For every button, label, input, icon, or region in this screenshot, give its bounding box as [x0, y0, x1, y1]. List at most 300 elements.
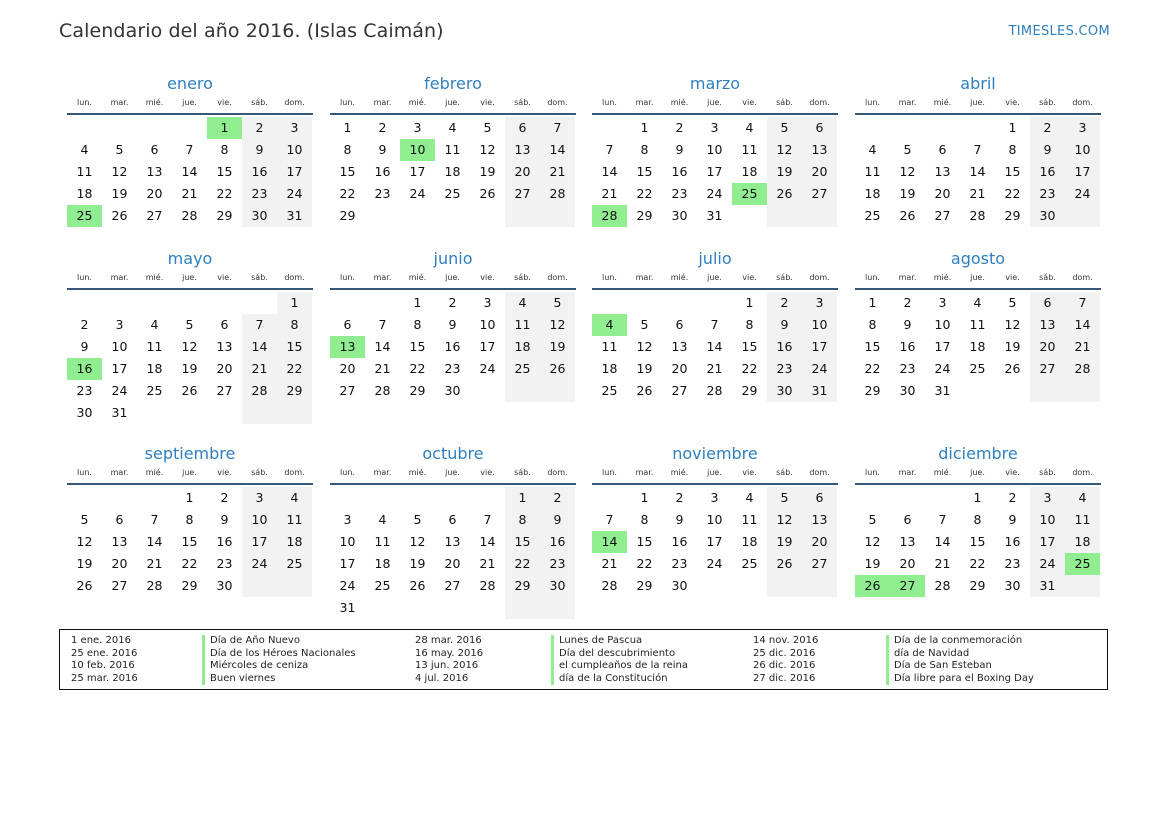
day-cell: 11 [374, 534, 391, 549]
week-row [330, 380, 576, 402]
holiday-day-cell: 25 [732, 183, 767, 205]
week-row [592, 183, 838, 205]
weekday-label: jue. [970, 98, 985, 107]
week-row [67, 402, 313, 424]
day-cell: 9 [378, 142, 387, 157]
day-cell: 10 [111, 339, 128, 354]
week-row [67, 380, 313, 402]
empty-cell [365, 205, 400, 227]
empty-cell [662, 292, 697, 314]
weekday-label: jue. [445, 273, 460, 282]
day-cell: 7 [973, 142, 982, 157]
weekday-label: mar. [898, 468, 917, 477]
day-cell: 18 [1065, 531, 1100, 553]
day-cell: 13 [444, 534, 461, 549]
week-row [855, 487, 1101, 509]
day-cell: 22 [1004, 186, 1021, 201]
week-row [67, 292, 313, 314]
weekday-label: dom. [1072, 273, 1093, 282]
day-cell: 17 [409, 164, 426, 179]
day-cell: 21 [969, 186, 986, 201]
day-cell: 26 [540, 358, 575, 380]
weekday-header [67, 96, 313, 110]
day-cell: 22 [969, 556, 986, 571]
day-cell: 31 [1030, 575, 1065, 597]
header-rule [855, 483, 1101, 485]
weekday-label: dom. [809, 273, 830, 282]
day-cell: 12 [864, 534, 881, 549]
day-cell: 31 [934, 383, 951, 398]
day-cell: 5 [1008, 295, 1017, 310]
day-cell: 30 [242, 205, 277, 227]
empty-cell [767, 205, 802, 227]
weekday-label: vie. [480, 98, 495, 107]
day-cell: 27 [1030, 358, 1065, 380]
day-cell: 26 [181, 383, 198, 398]
day-cell: 3 [1030, 487, 1065, 509]
empty-cell [242, 292, 277, 314]
week-row [67, 117, 313, 139]
day-cell: 9 [220, 512, 229, 527]
weekday-label: mié. [408, 98, 427, 107]
day-cell: 5 [115, 142, 124, 157]
empty-cell [470, 380, 505, 402]
day-cell: 16 [540, 531, 575, 553]
day-cell: 23 [767, 358, 802, 380]
day-cell: 11 [76, 164, 93, 179]
week-row [67, 314, 313, 336]
weekday-label: sáb. [514, 468, 531, 477]
day-cell: 16 [216, 534, 233, 549]
day-cell: 31 [706, 208, 723, 223]
holiday-day-cell: 1 [207, 117, 242, 139]
day-cell: 7 [185, 142, 194, 157]
day-cell: 18 [601, 361, 618, 376]
holiday-date: 25 dic. 2016 [753, 647, 816, 659]
week-row [67, 139, 313, 161]
day-cell: 12 [767, 139, 802, 161]
week-row [330, 575, 576, 597]
day-cell: 6 [903, 512, 912, 527]
day-cell: 18 [374, 556, 391, 571]
day-cell: 10 [934, 317, 951, 332]
day-cell: 16 [671, 534, 688, 549]
day-cell: 29 [864, 383, 881, 398]
day-cell: 13 [1030, 314, 1065, 336]
weekday-label: mié. [145, 98, 164, 107]
empty-cell [242, 402, 277, 424]
day-cell: 20 [1030, 336, 1065, 358]
day-cell: 22 [741, 361, 758, 376]
weekday-header [592, 96, 838, 110]
day-cell: 2 [540, 487, 575, 509]
day-cell: 17 [934, 339, 951, 354]
empty-cell [365, 292, 400, 314]
empty-cell [435, 487, 470, 509]
day-cell: 2 [675, 120, 684, 135]
weekday-label: jue. [707, 273, 722, 282]
empty-cell [67, 487, 102, 509]
weekday-label: dom. [1072, 468, 1093, 477]
holiday-name: Miércoles de ceniza [202, 660, 308, 673]
day-cell: 24 [706, 556, 723, 571]
week-row [67, 509, 313, 531]
empty-cell [697, 292, 732, 314]
weekday-label: mar. [373, 468, 392, 477]
holiday-day-cell: 10 [400, 139, 435, 161]
day-cell: 25 [741, 556, 758, 571]
day-cell: 27 [146, 208, 163, 223]
day-cell: 13 [216, 339, 233, 354]
day-cell: 20 [802, 161, 837, 183]
day-cell: 9 [448, 317, 457, 332]
weekday-label: dom. [284, 468, 305, 477]
weekday-label: mié. [933, 98, 952, 107]
day-cell: 16 [1030, 161, 1065, 183]
day-cell: 12 [479, 142, 496, 157]
week-row [855, 183, 1101, 205]
day-cell: 20 [444, 556, 461, 571]
weekday-label: vie. [742, 273, 757, 282]
weekday-label: mar. [110, 468, 129, 477]
weekday-label: jue. [707, 468, 722, 477]
day-cell: 15 [636, 164, 653, 179]
day-cell: 28 [1065, 358, 1100, 380]
day-cell: 10 [1030, 509, 1065, 531]
day-cell: 4 [448, 120, 457, 135]
weekday-label: mié. [670, 468, 689, 477]
day-cell: 15 [1004, 164, 1021, 179]
day-cell: 11 [741, 512, 758, 527]
day-cell: 26 [409, 578, 426, 593]
empty-cell [67, 117, 102, 139]
day-cell: 28 [242, 380, 277, 402]
day-cell: 6 [1030, 292, 1065, 314]
month-julio [592, 249, 838, 402]
day-cell: 9 [675, 512, 684, 527]
day-cell: 4 [745, 490, 754, 505]
day-cell: 17 [277, 161, 312, 183]
empty-cell [627, 292, 662, 314]
day-cell: 27 [802, 553, 837, 575]
weekday-label: mar. [898, 98, 917, 107]
day-cell: 29 [339, 208, 356, 223]
month-name: julio [698, 249, 732, 268]
weekday-label: jue. [970, 273, 985, 282]
day-cell: 10 [479, 317, 496, 332]
empty-cell [1030, 380, 1065, 402]
day-cell: 7 [242, 314, 277, 336]
month-abril [855, 74, 1101, 227]
day-cell: 17 [706, 164, 723, 179]
weekday-label: lun. [865, 273, 880, 282]
day-cell: 18 [444, 164, 461, 179]
weekday-label: dom. [1072, 98, 1093, 107]
day-cell: 1 [640, 490, 649, 505]
week-row [592, 380, 838, 402]
day-cell: 9 [1008, 512, 1017, 527]
weekday-label: vie. [1005, 98, 1020, 107]
empty-cell [925, 487, 960, 509]
weekday-label: jue. [182, 98, 197, 107]
day-cell: 30 [76, 405, 93, 420]
day-cell: 22 [864, 361, 881, 376]
day-cell: 17 [339, 556, 356, 571]
day-cell: 2 [903, 295, 912, 310]
weekday-label: dom. [284, 273, 305, 282]
empty-cell [592, 117, 627, 139]
weekday-label: sáb. [776, 273, 793, 282]
day-cell: 16 [899, 339, 916, 354]
empty-cell [995, 380, 1030, 402]
empty-cell [732, 205, 767, 227]
empty-cell [137, 117, 172, 139]
week-row [67, 575, 313, 597]
month-octubre [330, 444, 576, 619]
day-cell: 31 [339, 600, 356, 615]
empty-cell [767, 575, 802, 597]
day-cell: 23 [1004, 556, 1021, 571]
weekday-label: mar. [635, 98, 654, 107]
month-junio [330, 249, 576, 402]
day-cell: 19 [899, 186, 916, 201]
day-cell: 24 [277, 183, 312, 205]
empty-cell [172, 292, 207, 314]
day-cell: 20 [216, 361, 233, 376]
day-cell: 3 [802, 292, 837, 314]
month-noviembre [592, 444, 838, 597]
day-cell: 26 [636, 383, 653, 398]
empty-cell [400, 487, 435, 509]
weekday-label: lun. [602, 468, 617, 477]
day-cell: 9 [767, 314, 802, 336]
day-cell: 15 [409, 339, 426, 354]
day-cell: 5 [640, 317, 649, 332]
day-cell: 19 [636, 361, 653, 376]
day-cell: 11 [146, 339, 163, 354]
day-cell: 11 [505, 314, 540, 336]
weekday-label: vie. [1005, 468, 1020, 477]
empty-cell [400, 597, 435, 619]
day-cell: 22 [277, 358, 312, 380]
weekday-label: dom. [547, 468, 568, 477]
day-cell: 21 [1065, 336, 1100, 358]
empty-cell [505, 380, 540, 402]
day-cell: 18 [146, 361, 163, 376]
day-cell: 11 [864, 164, 881, 179]
day-cell: 4 [277, 487, 312, 509]
day-cell: 29 [636, 578, 653, 593]
day-cell: 23 [242, 183, 277, 205]
day-cell: 23 [671, 186, 688, 201]
day-cell: 26 [767, 183, 802, 205]
day-cell: 25 [374, 578, 391, 593]
empty-cell [540, 205, 575, 227]
header-rule [330, 288, 576, 290]
weekday-label: dom. [284, 98, 305, 107]
day-cell: 8 [505, 509, 540, 531]
day-cell: 7 [540, 117, 575, 139]
day-cell: 10 [339, 534, 356, 549]
day-cell: 1 [1008, 120, 1017, 135]
week-row [592, 553, 838, 575]
weekday-label: sáb. [514, 273, 531, 282]
day-cell: 4 [1065, 487, 1100, 509]
holiday-day-cell: 14 [592, 531, 627, 553]
holiday-name: Día de los Héroes Nacionales [202, 648, 356, 661]
weekday-label: sáb. [514, 98, 531, 107]
day-cell: 29 [1004, 208, 1021, 223]
day-cell: 12 [409, 534, 426, 549]
day-cell: 3 [710, 490, 719, 505]
day-cell: 25 [146, 383, 163, 398]
day-cell: 8 [343, 142, 352, 157]
weekday-label: lun. [77, 98, 92, 107]
weekday-label: lun. [340, 468, 355, 477]
empty-cell [365, 487, 400, 509]
day-cell: 17 [1065, 161, 1100, 183]
empty-cell [102, 117, 137, 139]
day-cell: 2 [378, 120, 387, 135]
day-cell: 15 [864, 339, 881, 354]
holiday-day-cell: 28 [592, 205, 627, 227]
weekday-label: jue. [182, 468, 197, 477]
header-rule [855, 288, 1101, 290]
day-cell: 19 [540, 336, 575, 358]
day-cell: 13 [934, 164, 951, 179]
day-cell: 17 [111, 361, 128, 376]
week-row [592, 358, 838, 380]
day-cell: 15 [277, 336, 312, 358]
header-rule [67, 113, 313, 115]
weekday-label: mié. [670, 98, 689, 107]
day-cell: 6 [220, 317, 229, 332]
day-cell: 31 [802, 380, 837, 402]
day-cell: 30 [444, 383, 461, 398]
day-cell: 23 [671, 556, 688, 571]
day-cell: 13 [899, 534, 916, 549]
week-row [592, 314, 838, 336]
day-cell: 21 [479, 556, 496, 571]
weekday-label: mar. [635, 468, 654, 477]
empty-cell [330, 292, 365, 314]
weekday-header [330, 96, 576, 110]
holiday-name: Día de San Esteban [886, 660, 992, 673]
holiday-date: 25 mar. 2016 [71, 672, 138, 684]
empty-cell [435, 205, 470, 227]
day-cell: 9 [903, 317, 912, 332]
empty-cell [277, 402, 312, 424]
day-cell: 5 [903, 142, 912, 157]
week-row [330, 358, 576, 380]
day-cell: 13 [802, 509, 837, 531]
day-cell: 14 [1065, 314, 1100, 336]
week-row [855, 531, 1101, 553]
day-cell: 4 [150, 317, 159, 332]
day-cell: 27 [802, 183, 837, 205]
day-cell: 24 [111, 383, 128, 398]
empty-cell [137, 487, 172, 509]
day-cell: 13 [111, 534, 128, 549]
month-septiembre [67, 444, 313, 597]
holiday-name: día de la Constitución [551, 673, 668, 686]
empty-cell [505, 205, 540, 227]
day-cell: 16 [671, 164, 688, 179]
holiday-date: 13 jun. 2016 [415, 660, 479, 671]
empty-cell [400, 205, 435, 227]
week-row [67, 553, 313, 575]
day-cell: 2 [1008, 490, 1017, 505]
month-name: mayo [167, 249, 213, 268]
day-cell: 15 [505, 531, 540, 553]
day-cell: 14 [540, 139, 575, 161]
holiday-name: Lunes de Pascua [551, 635, 642, 648]
day-cell: 12 [540, 314, 575, 336]
day-cell: 11 [277, 509, 312, 531]
holiday-date: 27 dic. 2016 [753, 672, 816, 684]
day-cell: 22 [636, 556, 653, 571]
day-cell: 11 [1065, 509, 1100, 531]
week-row [330, 597, 576, 619]
empty-cell [732, 575, 767, 597]
week-row [592, 336, 838, 358]
day-cell: 2 [242, 117, 277, 139]
day-cell: 3 [413, 120, 422, 135]
day-cell: 1 [343, 120, 352, 135]
day-cell: 27 [444, 578, 461, 593]
week-row [330, 117, 576, 139]
day-cell: 9 [242, 139, 277, 161]
week-row [592, 161, 838, 183]
empty-cell [242, 575, 277, 597]
day-cell: 14 [969, 164, 986, 179]
day-cell: 15 [181, 534, 198, 549]
day-cell: 1 [505, 487, 540, 509]
day-cell: 23 [76, 383, 93, 398]
day-cell: 13 [146, 164, 163, 179]
day-cell: 8 [220, 142, 229, 157]
day-cell: 10 [802, 314, 837, 336]
empty-cell [470, 597, 505, 619]
week-row [67, 531, 313, 553]
empty-cell [592, 487, 627, 509]
day-cell: 25 [601, 383, 618, 398]
weekday-header [855, 96, 1101, 110]
day-cell: 23 [540, 553, 575, 575]
day-cell: 12 [899, 164, 916, 179]
site-link[interactable]: TIMESLES.COM [1008, 24, 1110, 39]
week-row [855, 575, 1101, 597]
day-cell: 4 [80, 142, 89, 157]
day-cell: 2 [675, 490, 684, 505]
day-cell: 6 [150, 142, 159, 157]
day-cell: 12 [181, 339, 198, 354]
month-agosto [855, 249, 1101, 402]
empty-cell [137, 402, 172, 424]
day-cell: 29 [741, 383, 758, 398]
day-cell: 26 [479, 186, 496, 201]
empty-cell [855, 487, 890, 509]
week-row [592, 575, 838, 597]
week-row [855, 336, 1101, 358]
day-cell: 28 [934, 578, 951, 593]
day-cell: 22 [505, 553, 540, 575]
day-cell: 19 [76, 556, 93, 571]
week-row [330, 509, 576, 531]
day-cell: 29 [277, 380, 312, 402]
day-cell: 10 [1065, 139, 1100, 161]
day-cell: 31 [111, 405, 128, 420]
